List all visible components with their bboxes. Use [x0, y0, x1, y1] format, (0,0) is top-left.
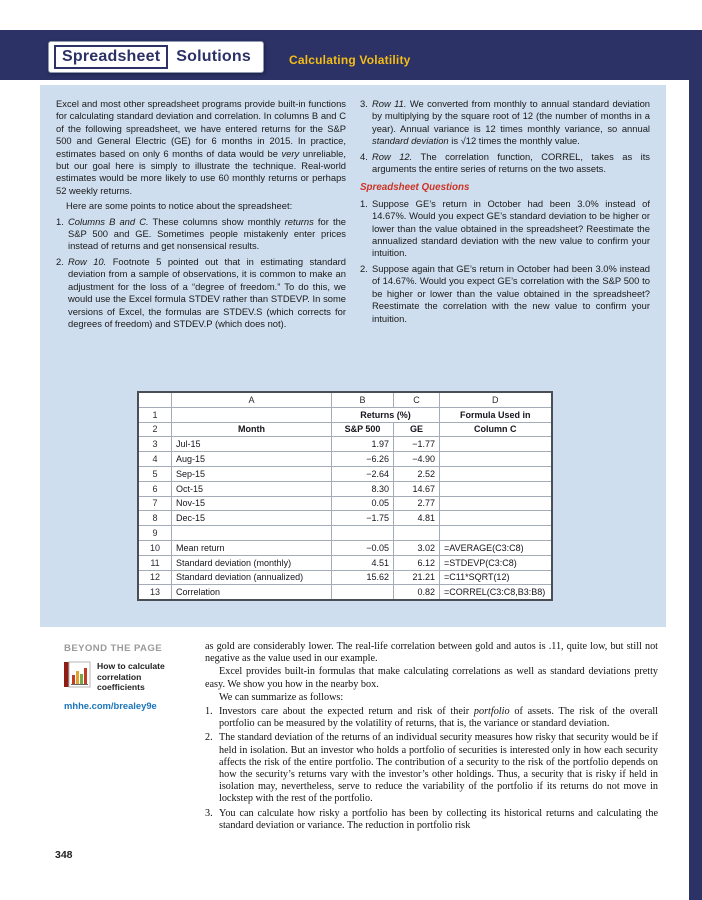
- spreadsheet-cell: 8: [138, 511, 172, 526]
- spreadsheet-row: [138, 452, 552, 467]
- list-item-text: Row 10. Footnote 5 pointed out that in estimating standard deviation from a sample of observations, it is common to make an adjustment for the loss of a “degree of freedom.” To do this, we would use the Excel formula STDEV rather than STDEVP. In some versions of Excel, the formulas are STDEV.S (which corrects for degrees of freedom) and STDEV.P (which does not).: [68, 255, 346, 329]
- box-columns: [40, 85, 666, 330]
- spreadsheet-cell: [440, 511, 552, 526]
- spreadsheet-cell: [172, 407, 332, 422]
- list-item-number: 1.: [56, 215, 64, 227]
- spreadsheet-cell: =C11*SQRT(12): [440, 570, 552, 585]
- spreadsheet-cell: 2: [138, 422, 172, 437]
- spreadsheet-cell: [332, 585, 394, 600]
- spreadsheet-cell: [440, 481, 552, 496]
- spreadsheet-cell: 21.21: [394, 570, 440, 585]
- spreadsheet-row: [138, 526, 552, 541]
- spreadsheet-cell: Formula Used in: [440, 407, 552, 422]
- spreadsheet-solutions-badge: [48, 41, 264, 73]
- spreadsheet-cell: [172, 526, 332, 541]
- spreadsheet-cell: Jul-15: [172, 437, 332, 452]
- intro-paragraph: Excel and most other spreadsheet programs provide built-in functions for calculating standard deviation and correlation. In columns B and C of the following spreadsheet, we have entered returns for the S&P 500 and General Electric (GE) for 6 months in 2015. In practice, estimates based on only 6 months of data would be very unreliable, but our goal here is simply to illustrate the technique. Real-world estimates would be more likely to use 60 monthly returns or perhaps 52 weekly returns.: [56, 98, 346, 196]
- list-item-text: Row 11. We converted from monthly to annual standard deviation by multiplying by the square root of 12 (the number of months in a year). Annual variance is 12 times monthly variance, so annual standard deviation is √12 times the monthly value.: [372, 98, 650, 147]
- spreadsheet-cell: Standard deviation (monthly): [172, 555, 332, 570]
- spreadsheet-row: [138, 511, 552, 526]
- spreadsheet-cell: Column C: [440, 422, 552, 437]
- summary-item: [205, 808, 658, 832]
- body-paragraph: Excel provides built-in formulas that make calculating correlations as well as standard deviations pretty easy. We show you how in the nearby box.: [205, 666, 658, 690]
- spreadsheet-cell: 4.81: [394, 511, 440, 526]
- spreadsheet-cell: 6.12: [394, 555, 440, 570]
- spreadsheet-cell: 6: [138, 481, 172, 496]
- spreadsheet-cell: −4.90: [394, 452, 440, 467]
- spreadsheet-cell: GE: [394, 422, 440, 437]
- spreadsheet-cell: [440, 496, 552, 511]
- body-text-column: [205, 641, 658, 832]
- spreadsheet-cell: B: [332, 392, 394, 407]
- spreadsheet-solutions-box: [40, 85, 666, 627]
- spreadsheet-cell: C: [394, 392, 440, 407]
- summary-item: [205, 706, 658, 730]
- beyond-the-page-label: BEYOND THE PAGE: [64, 643, 163, 654]
- spreadsheet-cell: 3: [138, 437, 172, 452]
- spreadsheet-cell: 4.51: [332, 555, 394, 570]
- question-number: 2.: [360, 262, 368, 274]
- list-item-number: 3.: [360, 98, 368, 109]
- spreadsheet-row: [138, 585, 552, 600]
- beyond-the-page-sidebar: [64, 643, 196, 711]
- spreadsheet-cell: 8.30: [332, 481, 394, 496]
- spreadsheet-row: [138, 422, 552, 437]
- spreadsheet-cell: =STDEVP(C3:C8): [440, 555, 552, 570]
- spreadsheet-cell: 0.05: [332, 496, 394, 511]
- spreadsheet-questions-heading: Spreadsheet Questions: [360, 182, 470, 194]
- spreadsheet-row: [138, 437, 552, 452]
- box-subtitle: Calculating Volatility: [289, 53, 411, 67]
- beyond-the-page-row: [64, 661, 196, 693]
- spreadsheet-cell: 3.02: [394, 540, 440, 555]
- page-number: 348: [55, 849, 73, 861]
- list-item-number: 4.: [360, 150, 368, 162]
- spreadsheet-cell: [440, 452, 552, 467]
- spreadsheet-cell: −1.75: [332, 511, 394, 526]
- intro-paragraph-2: Here are some points to notice about the spreadsheet:: [66, 200, 293, 212]
- summary-item-number: 3.: [205, 807, 213, 819]
- list-item: [56, 256, 346, 330]
- list-item-number: 2.: [56, 255, 64, 267]
- summary-item-text: You can calculate how risky a portfolio has been by collecting its historical returns and calculating the standard deviation or variance. The reduction in portfolio risk: [219, 807, 658, 831]
- spreadsheet-cell: 13: [138, 585, 172, 600]
- spreadsheet-cell: =AVERAGE(C3:C8): [440, 540, 552, 555]
- spreadsheet-cell: A: [172, 392, 332, 407]
- spreadsheet-cell: Aug-15: [172, 452, 332, 467]
- question-item: [360, 198, 650, 260]
- list-item-text: Row 12. The correlation function, CORREL, takes as its arguments the entire series of returns on the two assets.: [372, 150, 650, 175]
- spreadsheet-cell: 1: [138, 407, 172, 422]
- page-edge-bar: [689, 30, 702, 900]
- list-item: [56, 216, 346, 253]
- spreadsheet-cell: Correlation: [172, 585, 332, 600]
- spreadsheet-row: [138, 496, 552, 511]
- spreadsheet-row: [138, 466, 552, 481]
- spreadsheet-cell: 7: [138, 496, 172, 511]
- spreadsheet-cell: −1.77: [394, 437, 440, 452]
- spreadsheet-cell: 14.67: [394, 481, 440, 496]
- spreadsheet-letters-row: [138, 392, 552, 407]
- spreadsheet-cell: =CORREL(C3:C8,B3:B8): [440, 585, 552, 600]
- spreadsheet-cell: Month: [172, 422, 332, 437]
- badge-title-solutions: Solutions: [176, 48, 251, 65]
- spreadsheet-row: [138, 555, 552, 570]
- summary-item-text: Investors care about the expected return and risk of their portfolio of assets. The risk of the overall portfolio can be measured by the volatility of returns, that is, the variance or standard deviation.: [219, 706, 658, 730]
- spreadsheet-cell: 2.77: [394, 496, 440, 511]
- list-item: [360, 151, 650, 176]
- question-item: [360, 263, 650, 325]
- spreadsheet-cell: −0.05: [332, 540, 394, 555]
- beyond-the-page-caption: How to calculate correlation coefficients: [97, 661, 165, 693]
- spreadsheet-cell: −6.26: [332, 452, 394, 467]
- spreadsheet-cell: Nov-15: [172, 496, 332, 511]
- spreadsheet-cell: 15.62: [332, 570, 394, 585]
- summary-item-number: 1.: [205, 706, 213, 718]
- spreadsheet-cell: S&P 500: [332, 422, 394, 437]
- spreadsheet-cell: D: [440, 392, 552, 407]
- list-item-text: Columns B and C. These columns show monthly returns for the S&P 500 and GE. Sometimes people mistakenly enter prices instead of returns and get nonsensical results.: [68, 215, 347, 252]
- spreadsheet-cell: 10: [138, 540, 172, 555]
- spreadsheet-cell: 2.52: [394, 466, 440, 481]
- question-number: 1.: [360, 197, 368, 209]
- spreadsheet-cell: Oct-15: [172, 481, 332, 496]
- summary-item-number: 2.: [205, 732, 213, 744]
- spreadsheet-cell: Mean return: [172, 540, 332, 555]
- spreadsheet-cell: Returns (%): [332, 407, 440, 422]
- spreadsheet-cell: [440, 437, 552, 452]
- badge-title-spreadsheet: Spreadsheet: [54, 45, 168, 69]
- box-left-column: [56, 98, 346, 330]
- spreadsheet-cell: Standard deviation (annualized): [172, 570, 332, 585]
- spreadsheet-cell: 11: [138, 555, 172, 570]
- spreadsheet-cell: [440, 526, 552, 541]
- question-text: Suppose GE’s return in October had been 3.0% instead of 14.67%. Would you expect GE’s standard deviation to be higher or lower than the value obtained in the spreadsheet? Reestimate the annualized standard deviation with the new value to confirm your intuition.: [372, 197, 650, 259]
- mhhe-link[interactable]: mhhe.com/brealey9e: [64, 699, 157, 711]
- spreadsheet-cell: Sep-15: [172, 466, 332, 481]
- spreadsheet-cell: Dec-15: [172, 511, 332, 526]
- spreadsheet-cell: 4: [138, 452, 172, 467]
- spreadsheet-row: [138, 407, 552, 422]
- spreadsheet-cell: 5: [138, 466, 172, 481]
- spreadsheet-cell: 0.82: [394, 585, 440, 600]
- spreadsheet-cell: [332, 526, 394, 541]
- spreadsheet-cell: [440, 466, 552, 481]
- spreadsheet-row: [138, 570, 552, 585]
- summary-item: [205, 732, 658, 805]
- spreadsheet-row: [138, 481, 552, 496]
- box-right-column: [360, 98, 650, 330]
- body-paragraph: as gold are considerably lower. The real-life correlation between gold and autos is .11, quite low, but still not negative as the value used in our example.: [205, 641, 658, 665]
- spreadsheet-table: [137, 391, 553, 601]
- question-text: Suppose again that GE’s return in October had been 3.0% instead of 14.67%. Would you expect GE’s correlation with the S&P 500 to be higher or lower than the value obtained in the spreadsheet? Reestimate the correlation with the new value to confirm your intuition.: [372, 262, 650, 324]
- spreadsheet-cell: 1.97: [332, 437, 394, 452]
- correlation-chart-icon: [64, 661, 91, 688]
- spreadsheet-cell: 12: [138, 570, 172, 585]
- spreadsheet-cell: 9: [138, 526, 172, 541]
- summary-item-text: The standard deviation of the returns of an individual security measures how risky that security would be if held in isolation. But an investor who holds a portfolio of securities is interested only in how each security affects the risk of the entire portfolio. The contribution of a security to the risk of the portfolio depends on how the security’s returns vary with the investor’s other holdings. Thus, a security that is risky if held in isolation may, nevertheless, serve to reduce the variability of the portfolio if its returns do not move in lockstep with the rest of the portfolio.: [219, 732, 658, 805]
- spreadsheet-cell: [138, 392, 172, 407]
- spreadsheet-row: [138, 540, 552, 555]
- list-item: [360, 98, 650, 148]
- body-paragraph: We can summarize as follows:: [219, 691, 344, 703]
- spreadsheet-cell: −2.64: [332, 466, 394, 481]
- spreadsheet-cell: [394, 526, 440, 541]
